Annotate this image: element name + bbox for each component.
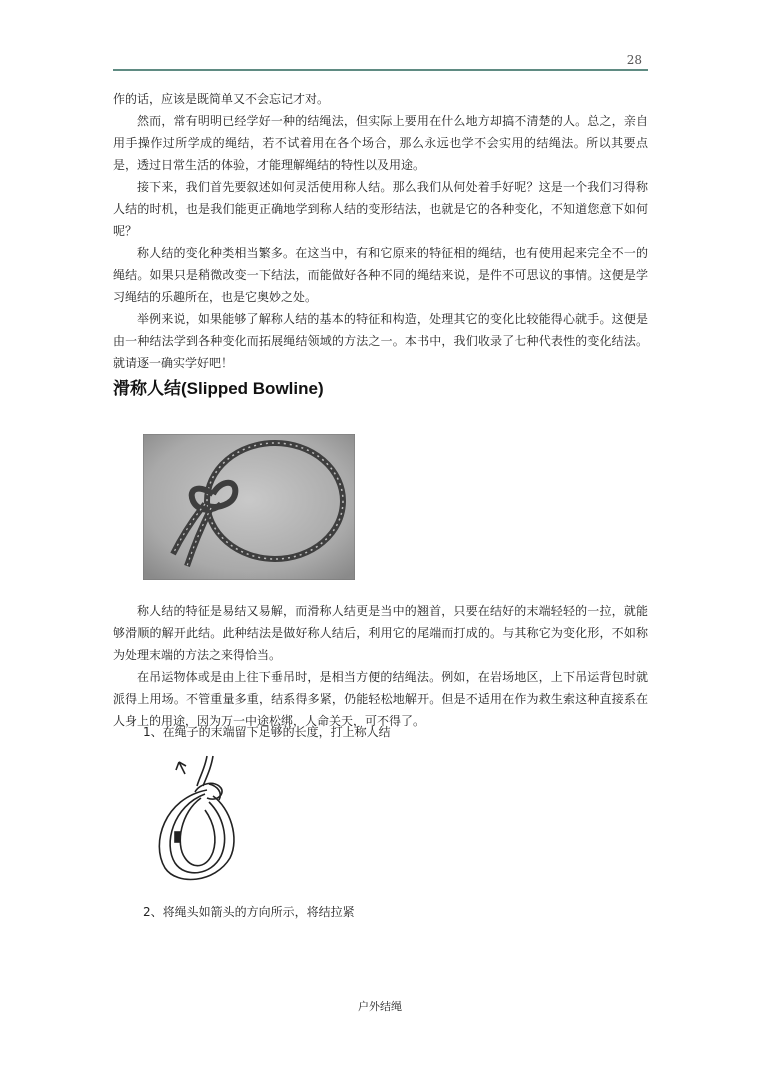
paragraph: 举例来说，如果能够了解称人结的基本的特征和构造，处理其它的变化比较能得心就手。这便是由一种结法学到各种变化而拓展绳结领域的方法之一。本书中，我们收录了七种代表性的变化结法。就请逐一确实学好吧！ [113,312,648,370]
header-rule [113,69,648,71]
page-footer: 户外结绳 [358,1000,402,1013]
page-number: 28 [626,53,642,67]
paragraph: 称人结的特征是易结又易解，而滑称人结更是当中的翘首，只要在结好的末端轻轻的一拉，就能够滑顺的解开此结。此种结法是做好称人结后，利用它的尾端而打成的。与其称它为变化形，不如称为处理末端的方法之来得恰当。 [113,604,648,662]
paragraph: 接下来，我们首先要叙述如何灵活使用称人结。那么我们从何处着手好呢？这是一个我们习得称人结的时机，也是我们能更正确地学到称人结的变形结法，也就是它的各种变化，不知道您意下如何呢？ [113,180,648,238]
paragraph: 作的话，应该是既简单又不会忘记才对。 [113,92,330,106]
step-2-caption: 2、将绳头如箭头的方向所示，将结拉紧 [143,905,355,919]
step-1-caption: 1、在绳子的末端留下足够的长度，打上称人结 [143,725,391,739]
section-title: 滑称人结(Slipped Bowline) [113,379,324,398]
paragraph: 然而，常有明明已经学好一种的结绳法，但实际上要用在什么地方却搞不清楚的人。总之，亲自用手操作过所学成的绳结，若不试着用在各个场合，那么永远也学不会实用的结绳法。所以其要点是，透过日常生活的体验，才能理解绳结的特性以及用途。 [113,114,648,172]
section-text [113,600,648,732]
paragraph: 称人结的变化种类相当繁多。在这当中，有和它原来的特征相的绳结，也有使用起来完全不一的绳结。如果只是稍微改变一下结法，而能做好各种不同的绳结来说，是件不可思议的事情。这便是学习绳结的乐趣所在，也是它奥妙之处。 [113,246,648,304]
paragraph: 在吊运物体或是由上往下垂吊时，是相当方便的结绳法。例如，在岩场地区，上下吊运背包时就派得上用场。不管重量多重，结系得多紧，仍能轻松地解开。但是不适用在作为救生索这种直接系在人身上的用途，因为万一中途松绑，人命关天，可不得了。 [113,670,648,728]
slipped-bowline-photo [143,434,355,580]
bowline-step-diagram [145,748,253,888]
intro-text [113,88,648,374]
